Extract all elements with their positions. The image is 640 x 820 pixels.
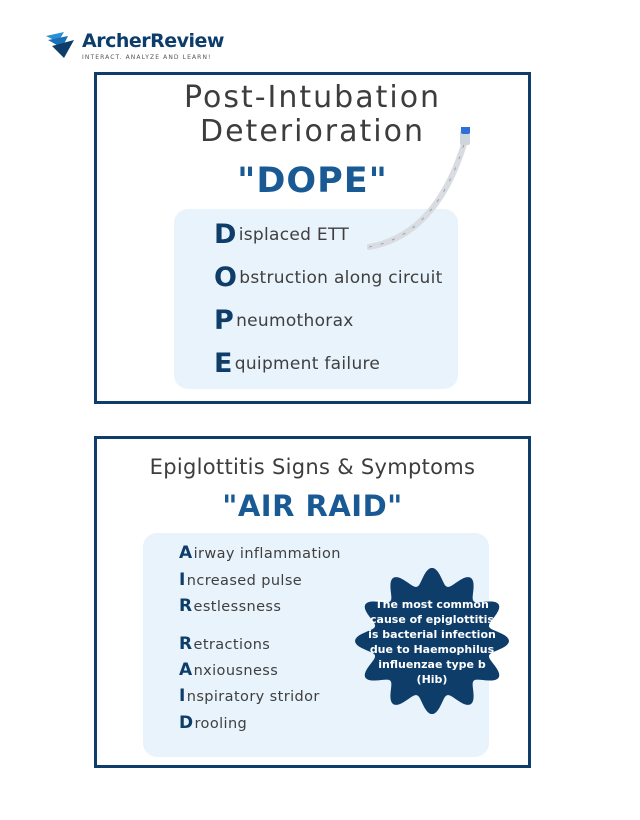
mnemonic-text: nxiousness — [193, 663, 279, 679]
dope-title-line2: Deterioration — [200, 114, 425, 149]
mnemonic-letter: E — [214, 348, 233, 379]
list-item — [214, 305, 354, 336]
mnemonic-text: bstruction along circuit — [239, 268, 443, 288]
mnemonic-text: isplaced ETT — [238, 225, 350, 245]
dope-title-line1: Post-Intubation — [183, 80, 442, 115]
epiglottitis-cause-note: The most common cause of epiglottitis is bacterial infection due to Haemophilus influenzae type b (Hib) — [368, 598, 496, 686]
endotracheal-tube-icon — [367, 127, 497, 257]
air-raid-title: Epiglottitis Signs & Symptoms — [149, 455, 476, 479]
mnemonic-letter: D — [214, 219, 237, 250]
list-item — [179, 570, 302, 590]
list-item — [214, 219, 349, 250]
list-item — [179, 686, 320, 706]
mnemonic-text: etractions — [193, 637, 271, 653]
list-item — [179, 543, 341, 563]
list-item — [179, 660, 278, 680]
archer-logo-icon — [44, 30, 78, 60]
mnemonic-letter: I — [179, 686, 186, 706]
list-item — [179, 634, 270, 654]
list-item — [214, 262, 443, 293]
mnemonic-letter: R — [179, 634, 193, 654]
dope-acronym: "DOPE" — [237, 161, 388, 201]
mnemonic-letter: D — [179, 713, 194, 733]
mnemonic-letter: P — [214, 305, 235, 336]
list-item — [179, 596, 281, 616]
mnemonic-text: rooling — [194, 716, 248, 732]
air-raid-acronym: "AIR RAID" — [222, 489, 403, 523]
mnemonic-text: neumothorax — [236, 311, 354, 331]
mnemonic-letter: I — [179, 570, 186, 590]
air-raid-card — [94, 436, 531, 768]
mnemonic-letter: R — [179, 596, 193, 616]
brand-name: ArcherReview — [82, 30, 224, 52]
dope-card — [94, 72, 531, 404]
mnemonic-text: estlessness — [193, 599, 282, 615]
list-item — [179, 713, 247, 733]
brand-tagline: INTERACT. ANALYZE AND LEARN! — [82, 54, 212, 61]
list-item — [214, 348, 380, 379]
brand-logo — [44, 28, 244, 64]
mnemonic-text: irway inflammation — [193, 546, 341, 562]
mnemonic-text: ncreased pulse — [186, 573, 303, 589]
mnemonic-text: nspiratory stridor — [186, 689, 320, 705]
mnemonic-letter: O — [214, 262, 238, 293]
mnemonic-text: quipment failure — [234, 354, 381, 374]
mnemonic-letter: A — [179, 660, 193, 680]
mnemonic-letter: A — [179, 543, 193, 563]
